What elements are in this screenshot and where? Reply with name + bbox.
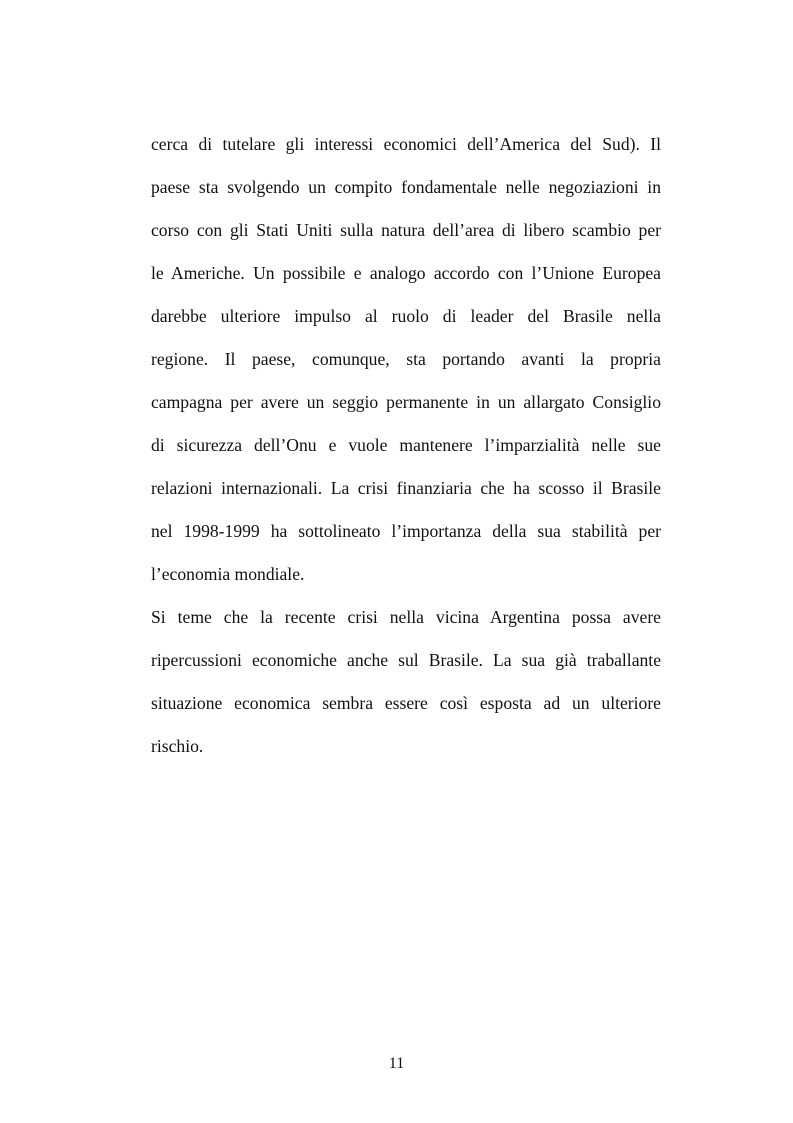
text-line: darebbe ulteriore impulso al ruolo di leader del Brasile nella	[151, 306, 661, 326]
text-line: Si teme che la recente crisi nella vicina Argentina possa avere	[151, 607, 661, 627]
page-number: 11	[388, 1055, 405, 1072]
text-line: di sicurezza dell’Onu e vuole mantenere l’imparzialità nelle sue	[151, 435, 661, 455]
text-line: rischio.	[151, 736, 204, 756]
text-line: ripercussioni economiche anche sul Brasile. La sua già traballante	[151, 650, 661, 670]
body-text	[151, 124, 661, 769]
text-line: regione. Il paese, comunque, sta portando avanti la propria	[151, 349, 661, 369]
text-line: le Americhe. Un possibile e analogo accordo con l’Unione Europea	[151, 263, 661, 283]
text-line: paese sta svolgendo un compito fondamentale nelle negoziazioni in	[151, 177, 661, 197]
text-line: nel 1998-1999 ha sottolineato l’importanza della sua stabilità per	[151, 521, 661, 541]
text-line: l’economia mondiale.	[151, 564, 305, 584]
text-line: relazioni internazionali. La crisi finanziaria che ha scosso il Brasile	[151, 478, 661, 498]
text-line: cerca di tutelare gli interessi economici dell’America del Sud). Il	[151, 134, 661, 154]
text-line: campagna per avere un seggio permanente in un allargato Consiglio	[151, 392, 661, 412]
text-line: situazione economica sembra essere così esposta ad un ulteriore	[151, 693, 661, 713]
text-line: corso con gli Stati Uniti sulla natura dell’area di libero scambio per	[151, 220, 661, 240]
